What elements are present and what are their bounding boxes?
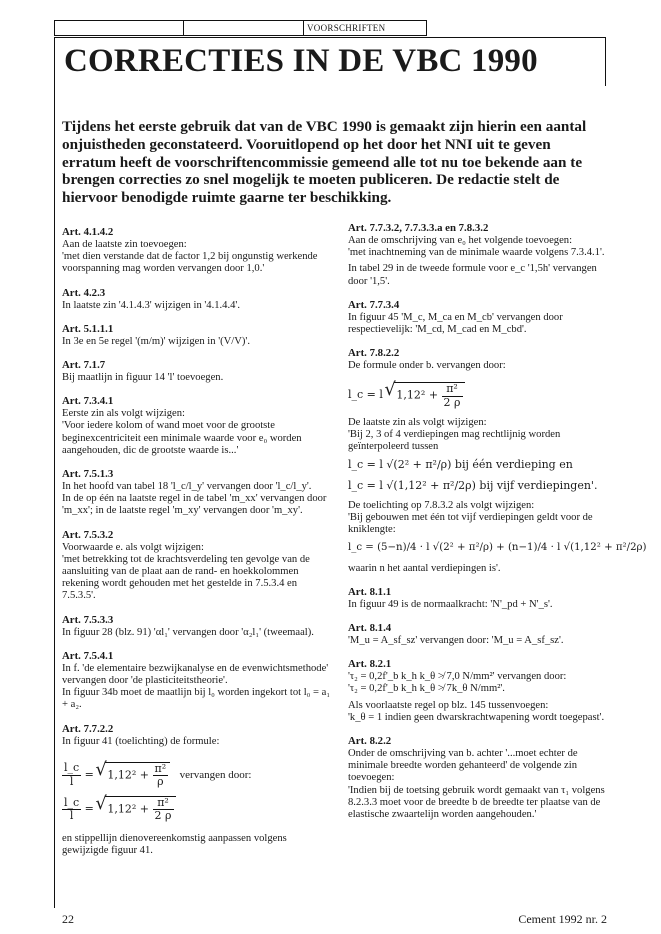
article-text: Bij maatlijn in figuur 14 'l' toevoegen. <box>62 372 224 384</box>
fraction <box>62 762 81 787</box>
article-text: In figuur 45 'M_c, M_ca en M_cb' vervangen door respectievelijk: 'M_cd, M_cad en M_cbd'. <box>348 311 563 336</box>
article-text: Eerste zin als volgt wijzigen: <box>62 408 185 420</box>
right-column <box>348 222 647 832</box>
numerator: l_c <box>64 795 80 809</box>
left-margin-rule <box>54 86 55 908</box>
article-8-1-1 <box>348 586 618 611</box>
article-text: De toelichting op 7.8.3.2 als volgt wijzigen: <box>348 499 535 511</box>
article-7-5-3-2 <box>62 529 332 603</box>
left-column <box>62 226 332 868</box>
intro-paragraph: Tijdens het eerste gebruik dat van de VBC 1990 is gemaakt zijn hierin een aantal onjuistheden geconstateerd. Vooruitlopend op het door het NNI uit te geven erratum heeft de voorschriftencommissie gemeend alle tot nu toe bekende aan te brengen correcties zo snel mogelijk te moeten publiceren. De redactie stelt de hiervoor benodigde ruimte gaarne ter beschikking. <box>62 118 587 207</box>
fraction <box>153 797 174 822</box>
article-heading: Art. 4.2.3 <box>62 286 106 299</box>
numerator: π² <box>442 383 463 396</box>
article-7-7-3-2 <box>348 222 618 288</box>
article-text: en stippellijn dienovereenkomstig aanpassen volgens gewijzigde figuur 41. <box>62 832 287 856</box>
root-text: 1,12² + <box>107 802 150 816</box>
denominator: ρ <box>157 775 164 789</box>
article-text: 'τ₂ = 0,2f'_b k_h k_θ ≯ 7,0 N/mm²' vervangen door: <box>348 671 567 683</box>
header-boxes <box>54 20 606 38</box>
article-text: De formule onder b. vervangen door: <box>348 360 506 372</box>
header-rule <box>54 37 606 38</box>
article-text: 'k_θ = 1 indien geen dwarskrachtwapening wordt toegepast'. <box>348 711 605 723</box>
article-text: In 3e en 5e regel '(m/m)' wijzigen in '(V/V)'. <box>62 335 250 347</box>
article-text: Voorwaarde e. als volgt wijzigen: <box>62 541 204 553</box>
article-heading: Art. 8.1.1 <box>348 585 392 598</box>
numerator: π² <box>154 761 167 775</box>
article-7-7-2-2 <box>62 723 332 857</box>
article-7-7-3-4 <box>348 299 618 336</box>
article-heading: Art. 7.5.3.3 <box>62 613 114 626</box>
article-text: In de op één na laatste regel in de tabel 'm_xx' vervangen door 'm_xx'; in de laatste regel 'm_xy' vervangen door 'm_xy'. <box>62 493 327 517</box>
article-heading: Art. 7.7.2.2 <box>62 722 114 735</box>
formula-one-storey: l_c = l √(2² + π²/ρ) bij één verdieping en <box>348 458 573 472</box>
article-heading: Art. 7.8.2.2 <box>348 347 400 360</box>
numerator: l_c <box>64 761 80 775</box>
article-heading: Art. 7.3.4.1 <box>62 395 114 408</box>
article-text: In figuur 41 (toelichting) de formule: <box>62 735 220 747</box>
formula-five-storeys: l_c = l √(1,12² + π²/2ρ) bij vijf verdiepingen'. <box>348 478 598 492</box>
article-7-5-1-3 <box>62 468 332 518</box>
fraction <box>153 763 169 788</box>
article-7-1-7 <box>62 359 332 384</box>
article-text: 'Bij gebouwen met één tot vijf verdiepingen geldt voor de kniklengte: <box>348 512 593 536</box>
article-heading: Art. 5.1.1.1 <box>62 322 114 335</box>
article-text: In figuur 28 (blz. 91) 'αl₁' vervangen door 'α₂l₁' (tweemaal). <box>62 626 314 638</box>
square-root <box>394 382 464 408</box>
article-text: In laatste zin '4.1.4.3' wijzigen in '4.1.4.4'. <box>62 299 240 311</box>
article-text: 'Bij 2, 3 of 4 verdiepingen mag rechtlijnig worden geïnterpoleerd tussen <box>348 429 561 453</box>
article-text: waarin n het aantal verdiepingen is'. <box>348 562 501 574</box>
formula-interpolation: l_c = (5−n)/4 · l √(2² + π²/ρ) + (n−1)/4 · l √(1,12² + π²/2ρ) <box>348 542 647 554</box>
article-text: 'met betrekking tot de krachtsverdeling ten gevolge van de aansluiting van de plaat aan de rand- en hoekkolommen rekening wordt gehouden met het gestelde in 7.5.3.4 en 7.5.3.5'. <box>62 553 310 602</box>
article-heading: Art. 7.1.7 <box>62 359 106 372</box>
article-text: 'τ₂ = 0,2f'_b k_h k_θ ≯ 7k_θ N/mm²'. <box>348 683 505 695</box>
article-text: 'met inachtneming van de minimale waarde volgens 7.3.4.1'. <box>348 247 605 259</box>
article-text: 'Voor iedere kolom of wand moet voor de grootste beginexcentriciteit een minimale waarde voor e₀ worden aangehouden, dic de grootste waarde is...' <box>62 420 302 456</box>
article-text: In figuur 49 is de normaalkracht: 'N'_pd + N'_s'. <box>348 598 553 610</box>
article-text: Als voorlaatste regel op blz. 145 tussenvoegen: <box>348 699 549 711</box>
header-box-1 <box>54 20 184 36</box>
article-heading: Art. 8.1.4 <box>348 622 392 635</box>
article-text: 'Indien bij de toetsing gebruik wordt gemaakt van τ₁ volgens 8.2.3.3 moet voor de breedte b de breedte ter plaatse van de elastische zwaartelijn worden aangehouden.' <box>348 784 605 821</box>
formula-kniklengte <box>348 382 618 408</box>
page-title: CORRECTIES IN DE VBC 1990 <box>64 43 538 79</box>
fraction <box>62 797 81 822</box>
root-text: 1,12² + <box>396 389 439 403</box>
article-8-1-4 <box>348 622 618 647</box>
article-7-3-4-1 <box>62 395 332 457</box>
article-text: De laatste zin als volgt wijzigen: <box>348 416 487 428</box>
formula-old: $\frac{l\_c}{l}$ = √ 1,12² + $\frac{\text{π²}}{\rho}$ vervangen door: <box>62 762 332 788</box>
article-text: 'M_u = A_sf_sz' vervangen door: 'M_u = A_sf_sz'. <box>348 635 564 647</box>
article-heading: Art. 7.5.4.1 <box>62 649 114 662</box>
formula-lhs: l_c = l <box>348 388 383 402</box>
article-text: In het hoofd van tabel 18 'l_c/l_y' vervangen door 'l_c/l_y'. <box>62 481 312 493</box>
publication-info: Cement 1992 nr. 2 <box>518 912 607 926</box>
article-text: Aan de omschrijving van e₀ het volgende toevoegen: <box>348 235 573 246</box>
header-box-2 <box>183 20 304 36</box>
article-7-5-4-1 <box>62 650 332 712</box>
article-text: 'met dien verstande dat de factor 1,2 bij ongunstig werkende voorspanning mag worden vervangen door 1,0.' <box>62 251 318 275</box>
article-heading: Art. 4.1.4.2 <box>62 226 114 238</box>
denominator: l <box>69 808 74 822</box>
numerator: π² <box>153 797 174 810</box>
root-text: 1,12² + <box>107 768 150 782</box>
article-text: In f. 'de elementaire bezwijkanalyse en de evenwichtsmethode' vervangen door 'de plasticiteitstheorie'. <box>62 662 329 687</box>
formula-new: $\frac{l\_c}{l}$ = √ 1,12² + $\frac{\text{π²}}{2 \rho}$ <box>62 796 332 822</box>
section-label: VOORSCHRIFTEN <box>303 20 427 36</box>
fraction <box>442 383 463 408</box>
article-8-2-1 <box>348 658 618 724</box>
article-8-2-2 <box>348 735 618 821</box>
article-heading: Art. 7.5.1.3 <box>62 468 114 481</box>
article-4-1-4-2 <box>62 226 332 276</box>
denominator: 2 ρ <box>154 809 172 823</box>
page-number: 22 <box>62 912 74 926</box>
article-heading: Art. 8.2.2 <box>348 735 392 748</box>
article-heading: Art. 7.5.3.2 <box>62 528 114 541</box>
square-root <box>105 762 170 788</box>
article-5-1-1-1 <box>62 323 332 348</box>
denominator: l <box>69 774 74 788</box>
denominator: 2 ρ <box>443 395 461 409</box>
square-root <box>105 796 175 822</box>
article-7-5-3-3 <box>62 614 332 639</box>
article-text: In tabel 29 in de tweede formule voor e_c '1,5h' vervangen door '1,5'. <box>348 263 597 287</box>
article-heading: Art. 7.7.3.2, 7.7.3.3.a en 7.8.3.2 <box>348 222 489 234</box>
article-text: Onder de omschrijving van b. achter '...moet echter de minimale breedte worden gehanteerd' de volgende zin toevoegen: <box>348 748 578 784</box>
article-text: In figuur 34b moet de maatlijn bij l₀ worden ingekort tot l₀ = a₁ + a₂. <box>62 687 331 711</box>
article-heading: Art. 8.2.1 <box>348 658 392 671</box>
formula-tail: vervangen door: <box>179 769 252 782</box>
article-4-2-3 <box>62 287 332 312</box>
article-heading: Art. 7.7.3.4 <box>348 298 400 311</box>
article-7-8-2-2 <box>348 347 647 575</box>
article-text: Aan de laatste zin toevoegen: <box>62 239 187 250</box>
